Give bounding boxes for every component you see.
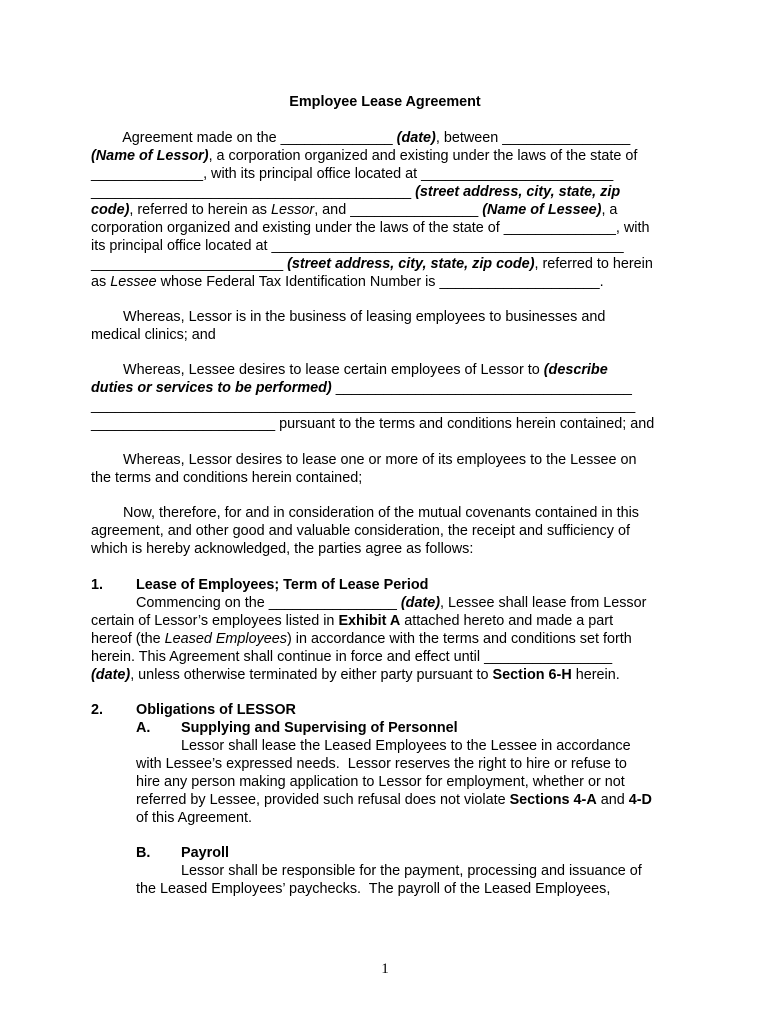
tax-id-blank[interactable]: ____________________ [439,274,600,290]
exhibit-a-reference: Exhibit A [338,613,401,629]
whereas-3-line-2: the terms and conditions herein contained; [91,470,363,486]
section-1-line-3 [91,630,632,648]
text: its principal office located at [91,238,272,254]
document-title: Employee Lease Agreement [289,94,481,110]
subsection-a-line-5: of this Agreement. [136,810,252,826]
section-4d-reference: 4-D [628,792,652,808]
lessee-office-blank[interactable]: ____________________________________________ [271,238,624,254]
lessor-name-blank[interactable]: ________________ [502,130,631,146]
intro-line-1 [91,129,630,147]
section-2-number: 2. [91,702,104,718]
now-therefore-line-1: Now, therefore, for and in consideration of the mutual covenants contained in this [91,505,639,521]
subsection-b-line-1: Lessor shall be responsible for the payment, processing and issuance of [181,863,642,879]
section-1-line-1 [136,594,646,612]
duties-blank[interactable]: _____________________________________ [331,380,632,396]
whereas-1-line-2: medical clinics; and [91,327,216,343]
lessor-term: Lessor [270,202,315,218]
date-label: (date) [396,595,441,611]
address-label: (street address, city, state, zip code) [283,256,535,272]
text: . [599,274,604,290]
section-1-line-5 [91,666,620,684]
whereas-3-line-1: Whereas, Lessor desires to lease one or more of its employees to the Lessee on [91,452,637,468]
duties-label: (describe [543,362,608,378]
intro-line-9 [91,273,604,291]
commencement-date-blank[interactable]: ________________ [268,595,397,611]
section-1-number: 1. [91,577,104,593]
text: certain of Lessor’s employees listed in [91,613,339,629]
subsection-b-letter: B. [136,845,151,861]
text: Whereas, Lessee desires to lease certain employees of Lessor to [91,362,544,378]
text: , with its principal office located at [203,166,422,182]
text: as [91,274,111,290]
lessor-name-label: (Name of Lessor) [91,148,209,164]
page-number: 1 [381,961,389,977]
intro-line-3 [91,165,613,183]
intro-line-4 [91,183,620,201]
text: , a corporation organized and existing under the laws of the state of [208,148,638,164]
whereas-2-line-1 [91,361,608,379]
whereas-2-line-2 [91,379,632,397]
text: , referred to herein as [129,202,271,218]
text: , with [615,220,650,236]
lessee-address-blank[interactable]: ________________________ [91,256,284,272]
text: attached hereto and made a part [400,613,614,629]
text: whose Federal Tax Identification Number is [156,274,440,290]
section-1-line-4 [91,648,612,666]
text: , referred to herein [534,256,653,272]
intro-line-8 [91,255,653,273]
now-therefore-line-3: which is hereby acknowledged, the parties agree as follows: [91,541,474,557]
subsection-a-heading: Supplying and Supervising of Personnel [181,720,458,736]
text: herein. [571,667,620,683]
section-4a-reference: Sections 4-A [509,792,597,808]
text: herein. This Agreement shall continue in force and effect until [91,649,485,665]
subsection-a-line-3: hire any person making application to Lessor for employment, whether or not [136,774,625,790]
lessor-address-blank[interactable]: ________________________________________ [91,184,412,200]
leased-employees-term: Leased Employees [164,631,288,647]
date-label: (date) [392,130,436,146]
intro-line-7 [91,237,624,255]
subsection-a-line-2: with Lessee’s expressed needs. Lessor reserves the right to hire or refuse to [136,756,627,772]
address-label: code) [91,202,130,218]
text: referred by Lessee, provided such refusal does not violate [136,792,510,808]
duties-label: duties or services to be performed) [91,380,332,396]
intro-line-2 [91,147,637,165]
duties-blank[interactable]: _______________________ [91,416,276,432]
text: Commencing on the [136,595,269,611]
subsection-a-line-1: Lessor shall lease the Leased Employees to the Lessee in accordance [181,738,631,754]
lessee-term: Lessee [110,274,157,290]
whereas-2-line-3[interactable]: ____________________________________________________________________ [91,398,636,414]
text: corporation organized and existing under the laws of the state of [91,220,504,236]
now-therefore-line-2: agreement, and other good and valuable consideration, the receipt and sufficiency of [91,523,630,539]
end-date-blank[interactable]: ________________ [484,649,613,665]
section-1-line-2 [91,612,613,630]
date-blank[interactable]: ______________ [280,130,393,146]
subsection-a-letter: A. [136,720,151,736]
lessee-state-blank[interactable]: ______________ [503,220,616,236]
text: , and [314,202,351,218]
lessor-state-blank[interactable]: ______________ [91,166,204,182]
lessee-name-blank[interactable]: ________________ [350,202,479,218]
intro-line-6 [91,219,649,237]
text: , a [601,202,618,218]
text: Agreement made on the [91,130,281,146]
lessee-name-label: (Name of Lessee) [478,202,602,218]
date-label: (date) [91,667,131,683]
whereas-2-line-4 [91,415,654,433]
lessor-office-blank[interactable]: ________________________ [421,166,614,182]
section-6h-reference: Section 6-H [492,667,572,683]
address-label: (street address, city, state, zip [411,184,621,200]
text: and [596,792,629,808]
whereas-1-line-1: Whereas, Lessor is in the business of leasing employees to businesses and [91,309,606,325]
text: ) in accordance with the terms and conditions set forth [287,631,632,647]
text: hereof (the [91,631,165,647]
text: , between [435,130,503,146]
intro-line-5 [91,201,617,219]
section-1-heading: Lease of Employees; Term of Lease Period [136,577,429,593]
text: , Lessee shall lease from Lessor [440,595,647,611]
section-2-heading: Obligations of LESSOR [136,702,296,718]
text: pursuant to the terms and conditions herein contained; and [275,416,655,432]
subsection-b-line-2: the Leased Employees’ paychecks. The payroll of the Leased Employees, [136,881,611,897]
subsection-b-heading: Payroll [181,845,229,861]
subsection-a-line-4 [136,791,652,809]
text: , unless otherwise terminated by either party pursuant to [130,667,493,683]
